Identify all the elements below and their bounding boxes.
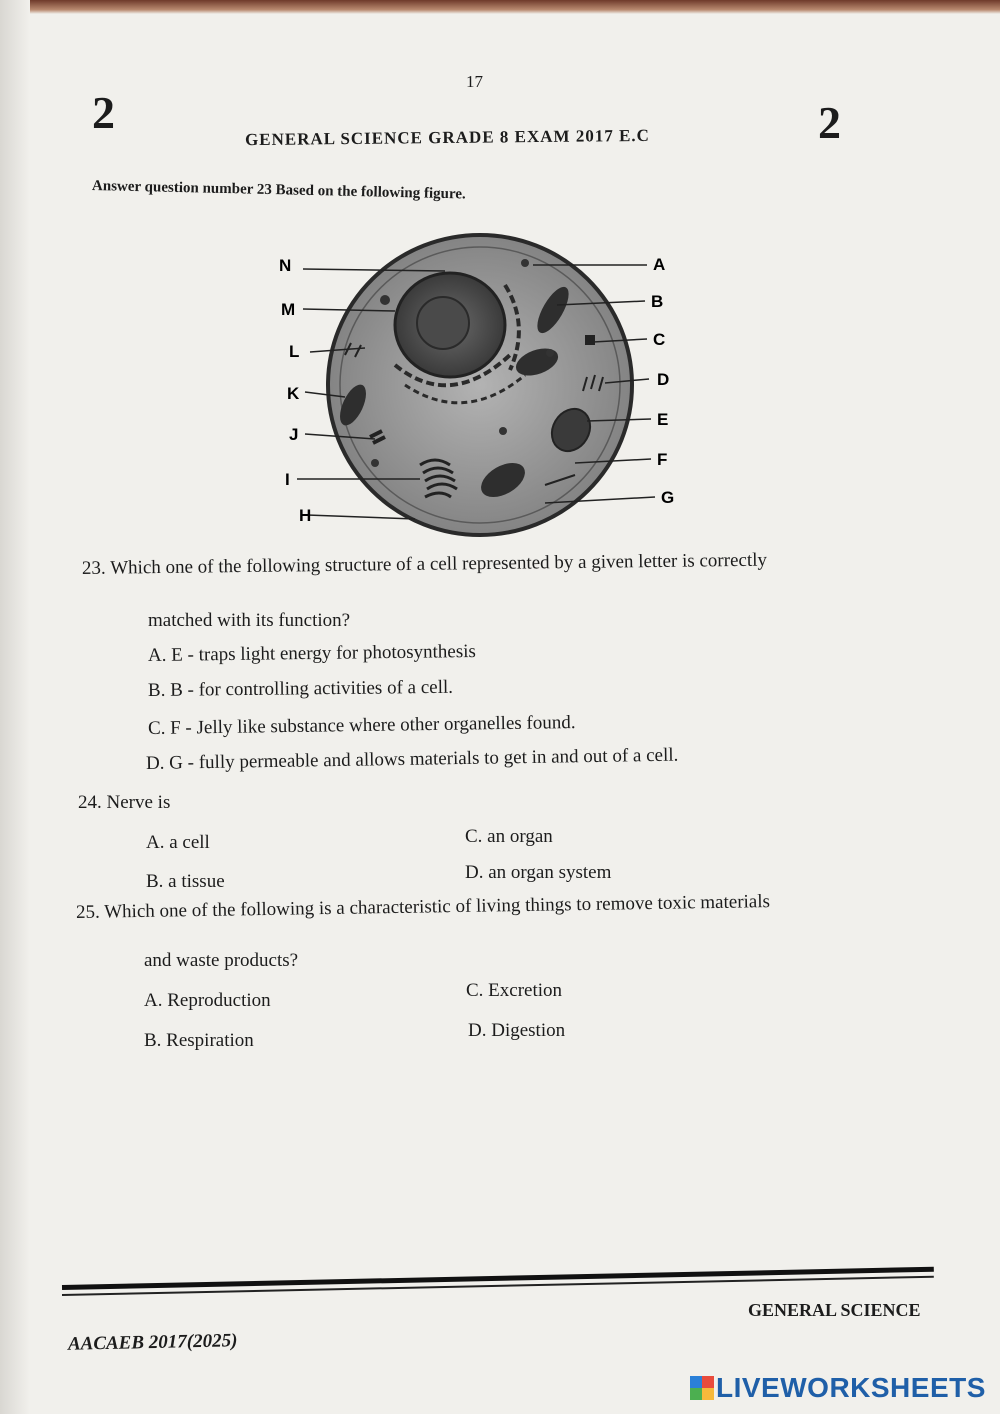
left-edge-shadow (0, 0, 30, 1414)
option-24d[interactable]: D. an organ system (465, 862, 612, 883)
option-24c[interactable]: C. an organ (465, 826, 553, 847)
figure-instruction: Answer question number 23 Based on the following figure. (91, 178, 466, 203)
option-23b[interactable]: B. B - for controlling activities of a cell. (147, 676, 454, 701)
question-23-line2: matched with its function? (148, 610, 351, 631)
label-f: F (657, 450, 668, 469)
question-text: Which one of the following is a characteristic of living things to remove toxic materials (103, 891, 771, 923)
footer-subject: GENERAL SCIENCE (748, 1300, 921, 1320)
question-23 (82, 548, 902, 580)
top-edge-shadow (0, 0, 1000, 14)
exam-title: GENERAL SCIENCE GRADE 8 EXAM 2017 E.C (244, 125, 651, 150)
watermark-text: LIVEWORKSHEETS (716, 1372, 986, 1403)
question-25-line2: and waste products? (144, 950, 299, 971)
footer-board: AACAEB 2017(2025) (67, 1330, 238, 1355)
question-number: 24. (78, 792, 102, 813)
option-25c[interactable]: C. Excretion (466, 980, 563, 1001)
label-i: I (285, 470, 290, 489)
option-23d[interactable]: D. G - fully permeable and allows materials to get in and out of a cell. (145, 744, 679, 774)
option-25a[interactable]: A. Reproduction (144, 990, 271, 1011)
label-g: G (661, 488, 675, 507)
label-c: C (653, 330, 666, 349)
question-number: 25. (75, 901, 100, 923)
question-24 (78, 792, 170, 814)
option-24b[interactable]: B. a tissue (146, 871, 225, 892)
label-k: K (287, 384, 300, 403)
label-m: M (281, 300, 296, 319)
question-text: Which one of the following structure of a cell represented by a given letter is correctly (110, 549, 768, 579)
option-23c[interactable]: C. F - Jelly like substance where other organelles found. (147, 712, 576, 739)
option-24a[interactable]: A. a cell (146, 832, 210, 853)
liveworksheets-watermark (690, 1372, 986, 1404)
corner-number-right: 2 (818, 97, 841, 148)
label-h: H (299, 506, 312, 525)
question-number: 23. (81, 557, 106, 579)
label-b: B (651, 292, 664, 311)
label-n: N (279, 256, 292, 275)
option-25b[interactable]: B. Respiration (144, 1030, 254, 1051)
liveworksheets-logo-icon (690, 1376, 714, 1400)
question-text: Nerve is (106, 792, 171, 813)
label-l: L (289, 342, 300, 361)
cell-diagram (275, 225, 695, 555)
label-d: D (657, 370, 670, 389)
corner-number-left: 2 (92, 87, 115, 138)
label-j: J (289, 425, 299, 444)
option-23a[interactable]: A. E - traps light energy for photosynthesis (147, 640, 476, 666)
label-a: A (653, 255, 666, 274)
question-25 (76, 889, 916, 924)
label-e: E (657, 410, 669, 429)
page-number: 17 (466, 72, 483, 91)
option-25d[interactable]: D. Digestion (468, 1020, 566, 1041)
